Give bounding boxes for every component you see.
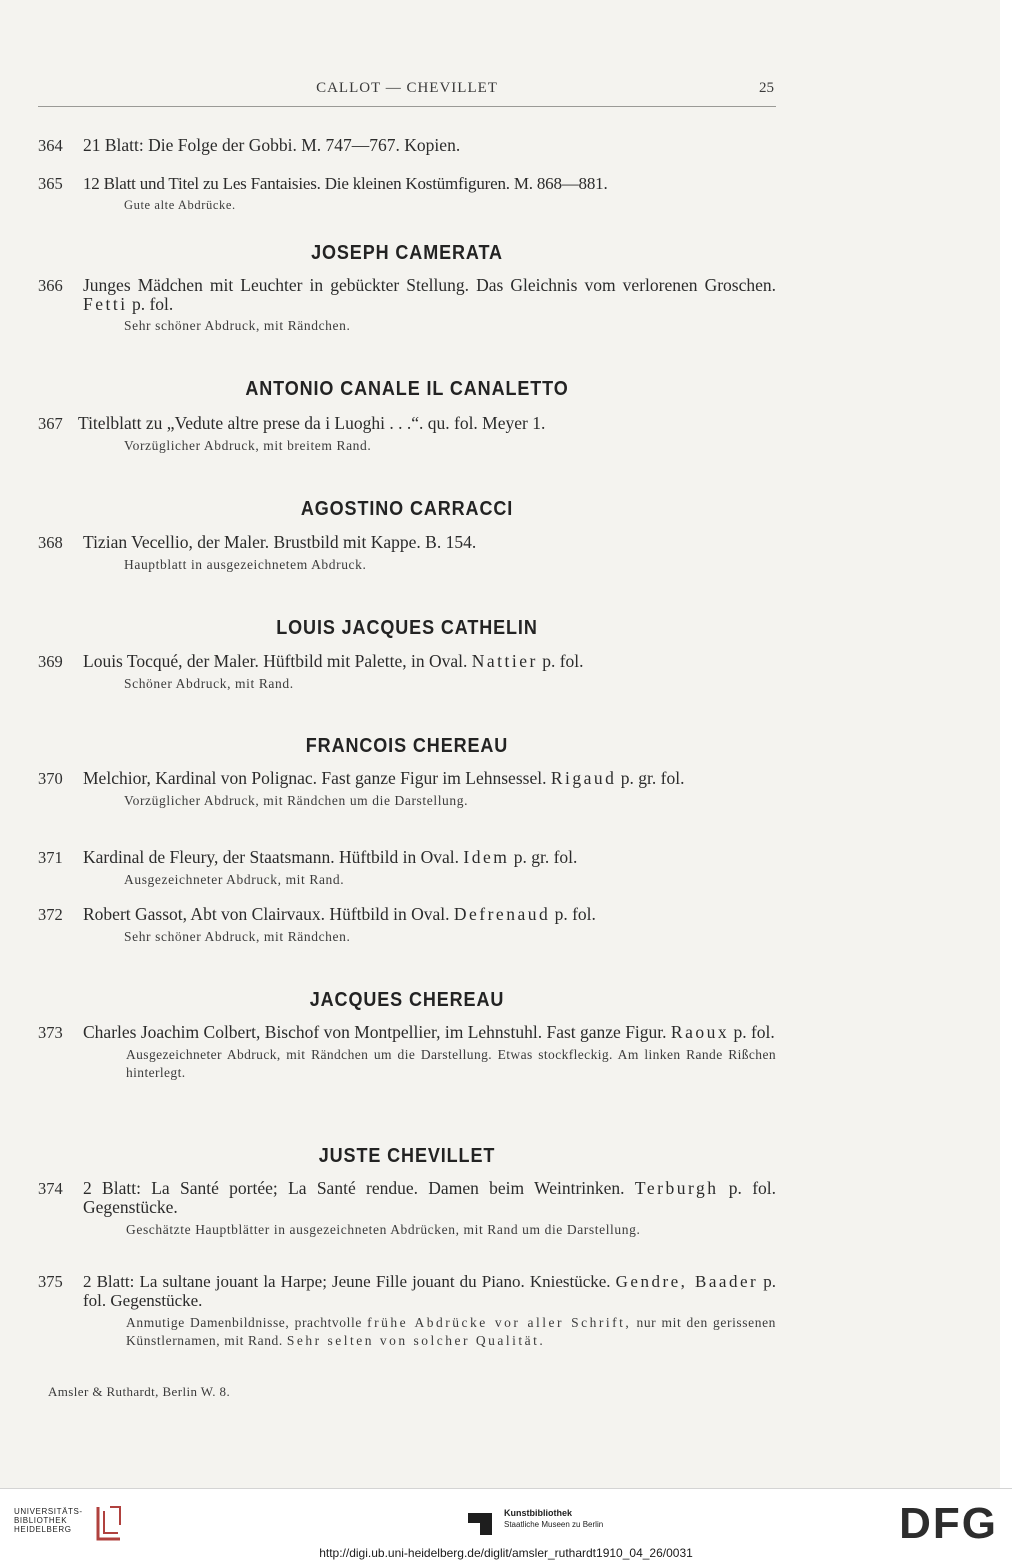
entry-note: Hauptblatt in ausgezeichnetem Abdruck. xyxy=(124,557,367,572)
note-emphasis: frühe Abdrücke vor aller Schrift, xyxy=(367,1315,632,1330)
entry-number: 368 xyxy=(38,533,63,552)
permalink-url[interactable]: http://digi.ub.uni-heidelberg.de/diglit/amsler_ruthardt1910_04_26/0031 xyxy=(319,1546,693,1560)
entry-format: p. gr. fol. xyxy=(513,847,578,867)
entry-description xyxy=(83,1272,776,1310)
entry-description xyxy=(83,769,776,788)
entry-artist: Raoux xyxy=(670,1022,730,1042)
entry-artist: Gendre, Baader xyxy=(615,1272,759,1291)
kunstbibliothek-name: Kunstbibliothek xyxy=(504,1508,572,1518)
catalogue-entry-370 xyxy=(38,769,776,810)
entry-text: Melchior, Kardinal von Polignac. Fast ganze Figur im Lehnsessel. xyxy=(83,768,547,788)
publisher-imprint: Amsler & Ruthardt, Berlin W. 8. xyxy=(48,1384,231,1399)
entry-description xyxy=(83,276,776,314)
entry-number: 370 xyxy=(38,769,63,788)
entry-description xyxy=(83,1179,776,1217)
entry-artist: Nattier xyxy=(471,651,538,671)
artist-heading-cathelin: LOUIS JACQUES CATHELIN xyxy=(276,617,538,639)
entry-artist: Rigaud xyxy=(550,768,617,788)
university-library-name xyxy=(14,1507,94,1534)
entry-note: Vorzüglicher Abdruck, mit breitem Rand. xyxy=(124,438,372,453)
catalogue-entry-365 xyxy=(38,174,776,214)
entry-number: 375 xyxy=(38,1272,63,1291)
entry-description: Tizian Vecellio, der Maler. Brustbild mit Kappe. B. 154. xyxy=(83,532,477,552)
entry-description: 12 Blatt und Titel zu Les Fantaisies. Die kleinen Kostümfiguren. M. 868—881. xyxy=(83,174,608,193)
entry-number: 372 xyxy=(38,905,63,924)
entry-format: p. fol. xyxy=(733,1022,775,1042)
artist-heading-chevillet: JUSTE CHEVILLET xyxy=(318,1145,496,1167)
university-line: BIBLIOTHEK xyxy=(14,1516,68,1525)
entry-number: 371 xyxy=(38,848,63,867)
entry-text: Robert Gassot, Abt von Clairvaux. Hüftbild in Oval. xyxy=(83,904,450,924)
entry-note: Vorzüglicher Abdruck, mit Rändchen um die Darstellung. xyxy=(124,793,469,808)
entry-description xyxy=(83,848,776,867)
entry-note: Sehr schöner Abdruck, mit Rändchen. xyxy=(124,318,351,333)
entry-note: Ausgezeichneter Abdruck, mit Rändchen um die Darstellung. Etwas stockfleckig. Am linken Rande Rißchen hinterlegt. xyxy=(126,1047,776,1080)
entry-text: Kardinal de Fleury, der Staatsmann. Hüftbild in Oval. xyxy=(83,847,460,867)
catalogue-entry-374 xyxy=(38,1179,776,1239)
catalogue-entry-367 xyxy=(38,414,776,455)
catalogue-entry-369 xyxy=(38,652,776,693)
entry-text: 2 Blatt: La sultane jouant la Harpe; Jeune Fille jouant du Piano. Kniestücke. xyxy=(83,1272,611,1291)
catalogue-entry-368 xyxy=(38,533,776,574)
entry-description xyxy=(83,1023,776,1042)
entry-artist: Fetti xyxy=(83,294,128,314)
entry-text: 2 Blatt: La Santé portée; La Santé rendue. Damen beim Weintrinken. xyxy=(83,1178,625,1198)
artist-heading-canaletto: ANTONIO CANALE IL CANALETTO xyxy=(245,378,569,400)
entry-description xyxy=(83,905,776,924)
catalogue-entry-372 xyxy=(38,905,776,946)
catalogue-entry-364 xyxy=(38,136,776,155)
entry-format: p. fol. xyxy=(554,904,596,924)
entry-number: 365 xyxy=(38,174,63,193)
entry-note xyxy=(126,1314,776,1350)
entry-note: Gute alte Abdrücke. xyxy=(124,198,236,212)
catalogue-entry-371 xyxy=(38,848,776,889)
entry-text: Charles Joachim Colbert, Bischof von Montpellier, im Lehnstuhl. Fast ganze Figur. xyxy=(83,1022,667,1042)
entry-number: 364 xyxy=(38,136,63,155)
entry-text: Junges Mädchen mit Leuchter in gebückter Stellung. Das Gleichnis vom verlorenen Groschen. xyxy=(83,275,776,295)
artist-heading-carracci: AGOSTINO CARRACCI xyxy=(300,498,514,520)
entry-note: Schöner Abdruck, mit Rand. xyxy=(124,676,294,691)
catalogue-entry-366 xyxy=(38,276,776,335)
university-line: HEIDELBERG xyxy=(14,1525,72,1534)
entry-description xyxy=(83,652,776,671)
entry-text: Louis Tocqué, der Maler. Hüftbild mit Palette, in Oval. xyxy=(83,651,468,671)
entry-description: 21 Blatt: Die Folge der Gobbi. M. 747—767. Kopien. xyxy=(83,135,461,155)
university-line: UNIVERSITÄTS- xyxy=(14,1507,83,1516)
entry-number: 374 xyxy=(38,1179,63,1198)
entry-format: p. fol. Gegenstücke. xyxy=(83,1178,777,1217)
catalogue-entry-373 xyxy=(38,1023,776,1082)
entry-artist: Defrenaud xyxy=(453,904,551,924)
entry-number: 367 xyxy=(38,414,63,433)
artist-heading-camerata: JOSEPH CAMERATA xyxy=(311,242,503,264)
entry-format: p. fol. xyxy=(542,651,584,671)
entry-note: Geschätzte Hauptblätter in ausgezeichneten Abdrücken, mit Rand um die Darstellung. xyxy=(126,1222,641,1237)
entry-format: p. fol. xyxy=(131,294,174,314)
digitization-bar xyxy=(0,1488,1012,1562)
entry-number: 373 xyxy=(38,1023,63,1042)
header-title: CALLOT — CHEVILLET xyxy=(316,80,498,96)
page-number: 25 xyxy=(759,80,774,96)
entry-artist: Terburgh xyxy=(634,1178,719,1198)
kunstbibliothek-label xyxy=(504,1507,603,1531)
entry-number: 369 xyxy=(38,652,63,671)
note-emphasis: Sehr selten von solcher Qualität. xyxy=(286,1333,546,1348)
entry-number: 366 xyxy=(38,276,63,295)
artist-heading-jacques-chereau: JACQUES CHEREAU xyxy=(309,989,505,1011)
catalogue-entry-375 xyxy=(38,1272,776,1350)
entry-artist: Idem xyxy=(463,847,510,867)
university-logo-icon xyxy=(94,1503,124,1543)
entry-format: p. gr. fol. xyxy=(620,768,685,788)
entry-description: Titelblatt zu „Vedute altre prese da i Luoghi . . .“. qu. fol. Meyer 1. xyxy=(78,413,546,433)
entry-format: p. fol. Gegenstücke. xyxy=(83,1272,777,1310)
kunstbibliothek-logo-icon xyxy=(460,1507,500,1541)
dfg-logo: DFG xyxy=(899,1499,998,1548)
running-header xyxy=(38,80,776,107)
artist-heading-francois-chereau: FRANCOIS CHEREAU xyxy=(305,735,509,757)
entry-note: Ausgezeichneter Abdruck, mit Rand. xyxy=(124,872,345,887)
note-text: nur mit den gerissenen Künstlernamen, mit Rand. xyxy=(126,1315,777,1348)
kunstbibliothek-subtitle: Staatliche Museen zu Berlin xyxy=(504,1520,604,1529)
entry-note: Sehr schöner Abdruck, mit Rändchen. xyxy=(124,929,351,944)
page-edge xyxy=(1000,0,1012,1488)
note-text: Anmutige Damenbildnisse, prachtvolle xyxy=(126,1315,362,1330)
